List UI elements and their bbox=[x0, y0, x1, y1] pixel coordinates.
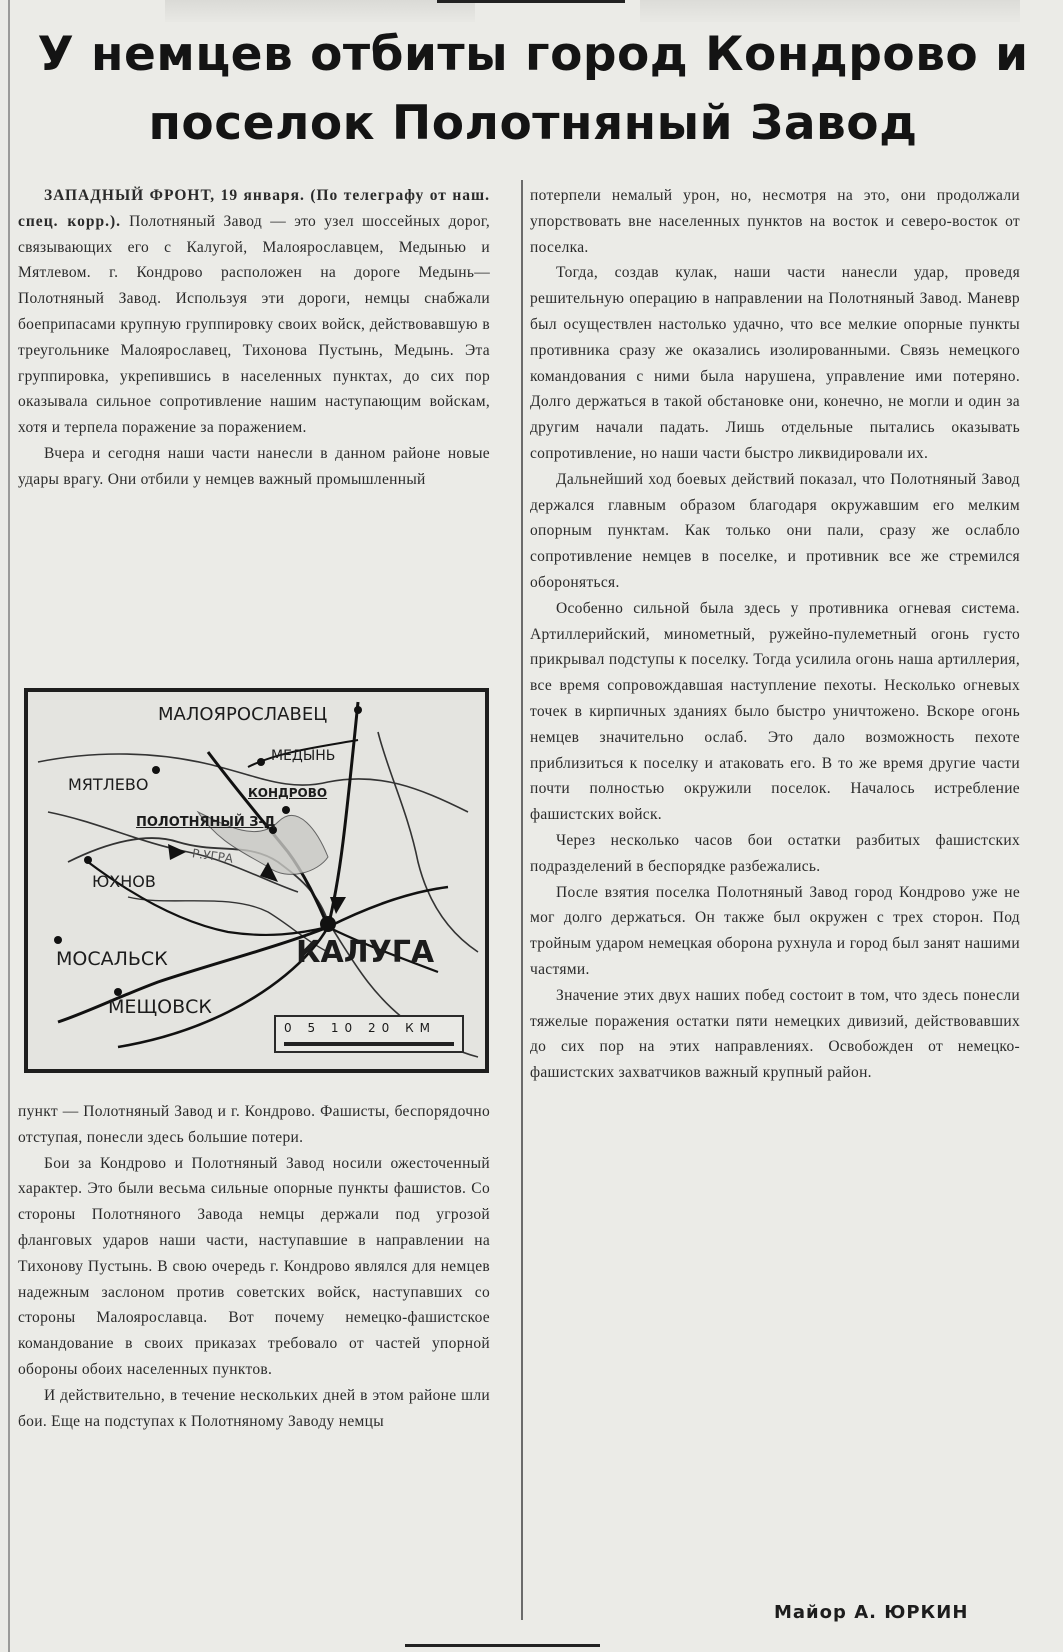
map-label-yukhnov: ЮХНОВ bbox=[92, 872, 156, 891]
column-divider bbox=[521, 180, 523, 1620]
map-figure bbox=[24, 688, 489, 1073]
bottom-rule bbox=[405, 1644, 600, 1647]
previous-article-remnant-right bbox=[640, 0, 1020, 22]
right-column bbox=[530, 183, 1020, 1086]
paragraph: Тогда, создав кулак, наши части нанесли удар, проведя решительную операцию в направлении на Полотняный Завод. Маневр был осуществлен настолько удачно, что все мелкие опорные пункты противника сразу же оказались изолированными. Связь немецкого командования с ними была нарушена, управление ими потеряно. Долго держаться в такой обстановке они, конечно, не могли и один за другим начали падать. Лишь отдельные пытались оказывать сопротивление, но наши части быстро ликвидировали их. bbox=[530, 264, 1020, 462]
paragraph: Полотняный Завод — это узел шоссейных дорог, связывающих его с Калугой, Малоярославцем, Медынью и Мятлевом. г. Кондрово расположен на дороге Медынь—Полотняный Завод. Используя эти дороги, немцы снабжали боеприпасами крупную группировку своих войск, действовавшую в треугольнике Малоярославец, Тихонова Пустынь, Медынь. Эта группировка, укрепившись в населенных пунктах, до сих пор оказывала сильное сопротивление нашим наступающим войскам, хотя и терпела поражение за поражением. bbox=[18, 212, 491, 437]
paragraph: потерпели немалый урон, но, несмотря на это, они продолжали упорствовать вне населенных пунктов на восток и северо-восток от поселка. bbox=[530, 187, 1020, 256]
paragraph: Вчера и сегодня наши части нанесли в данном районе новые удары врагу. Они отбили у немцев важный промышленный bbox=[18, 444, 490, 488]
map-label-mosalsk: МОСАЛЬСК bbox=[56, 948, 168, 970]
paragraph: Особенно сильной была здесь у противника огневая система. Артиллерийский, минометный, ружейно-пулеметный огонь густо прикрывал подступы к поселку. Тогда усилила огонь наша артиллерия, все время сопровождавшая наступление пехоты. Несколько огневых точек в кирпичных зданиях было быстро уничтожено. Вскоре огонь немцев значительно ослаб. Это дало возможность пехоте приблизиться к поселку и атаковать его. В то же время другие части почти полностью окружили поселок. Началось истребление фашистских войск. bbox=[530, 599, 1020, 824]
page-edge bbox=[8, 0, 10, 1652]
map-label-meshchovsk: МЕЩОВСК bbox=[108, 996, 212, 1018]
author-signature: Майор А. ЮРКИН bbox=[774, 1602, 969, 1623]
map-label-kondrovo: КОНДРОВО bbox=[248, 786, 328, 800]
map-scale bbox=[274, 1015, 464, 1053]
dateline-paragraph bbox=[18, 183, 490, 441]
map-label-medyn: МЕДЫНЬ bbox=[271, 748, 336, 764]
paragraph: Бои за Кондрово и Полотняный Завод носили ожесточенный характер. Это были весьма сильные опорные пункты фашистов. Со стороны Полотняного Завода немцы держали под угрозой фланговых ударов наши части, наступавшие в направлении на Тихонову Пустынь. В свою очередь г. Кондрово являлся для немцев надежным заслоном против советских войск, наступавших со стороны Малоярославца. Вот почему немецко-фашистское командование в своих приказах требовало от частей упорной обороны обоих населенных пунктов. bbox=[18, 1154, 490, 1378]
map-scale-bar bbox=[284, 1042, 454, 1046]
previous-article-remnant bbox=[165, 0, 475, 22]
left-column-bottom bbox=[18, 1099, 490, 1434]
paragraph: Через несколько часов бои остатки разбитых фашистских подразделений в беспорядке разбежались. bbox=[530, 831, 1020, 875]
paragraph: Дальнейший ход боевых действий показал, что Полотняный Завод держался главным образом благодаря окружавшим его мелким опорным пунктам. Как только они пали, сразу же ослабло сопротивление немцев в поселке, и противник все же стремился обороняться. bbox=[530, 470, 1020, 591]
paragraph: И действительно, в течение нескольких дней в этом районе шли бои. Еще на подступах к Полотняному Заводу немцы bbox=[18, 1386, 490, 1430]
map-label-polotnyany-zavod: ПОЛОТНЯНЫЙ З-Д bbox=[136, 815, 276, 830]
map-label-kaluga: КАЛУГА bbox=[296, 935, 435, 970]
map-label-maloyaroslavets: МАЛОЯРОСЛАВЕЦ bbox=[158, 704, 328, 725]
dateline: ЗАПАДНЫЙ ФРОНТ, 19 января. (По телеграфу от наш. спец. корр.). bbox=[18, 187, 490, 230]
article-headline: У немцев отбиты город Кондрово и поселок Полотняный Завод bbox=[37, 27, 1029, 151]
paragraph: После взятия поселка Полотняный Завод город Кондрово уже не мог долго держаться. Он также был окружен с трех сторон. Под тройным ударом немецкая оборона рухнула и город был занят нашими частями. bbox=[530, 883, 1020, 978]
map-label-myatlevo: МЯТЛЕВО bbox=[68, 775, 149, 794]
map-label-river-ugra: Р.УГРА bbox=[191, 846, 234, 866]
map-scale-text: 0 5 10 20 КМ bbox=[284, 1021, 436, 1035]
top-rule bbox=[437, 0, 625, 3]
left-column-top bbox=[18, 183, 490, 493]
paragraph: Значение этих двух наших побед состоит в том, что здесь понесли тяжелые поражения остатки пяти немецких дивизий, действовавших до сих пор на этих направлениях. Освобожден от немецко-фашистских захватчиков важный крупный район. bbox=[530, 986, 1020, 1082]
paragraph: пункт — Полотняный Завод и г. Кондрово. Фашисты, беспорядочно отступая, понесли здесь большие потери. bbox=[18, 1103, 490, 1146]
